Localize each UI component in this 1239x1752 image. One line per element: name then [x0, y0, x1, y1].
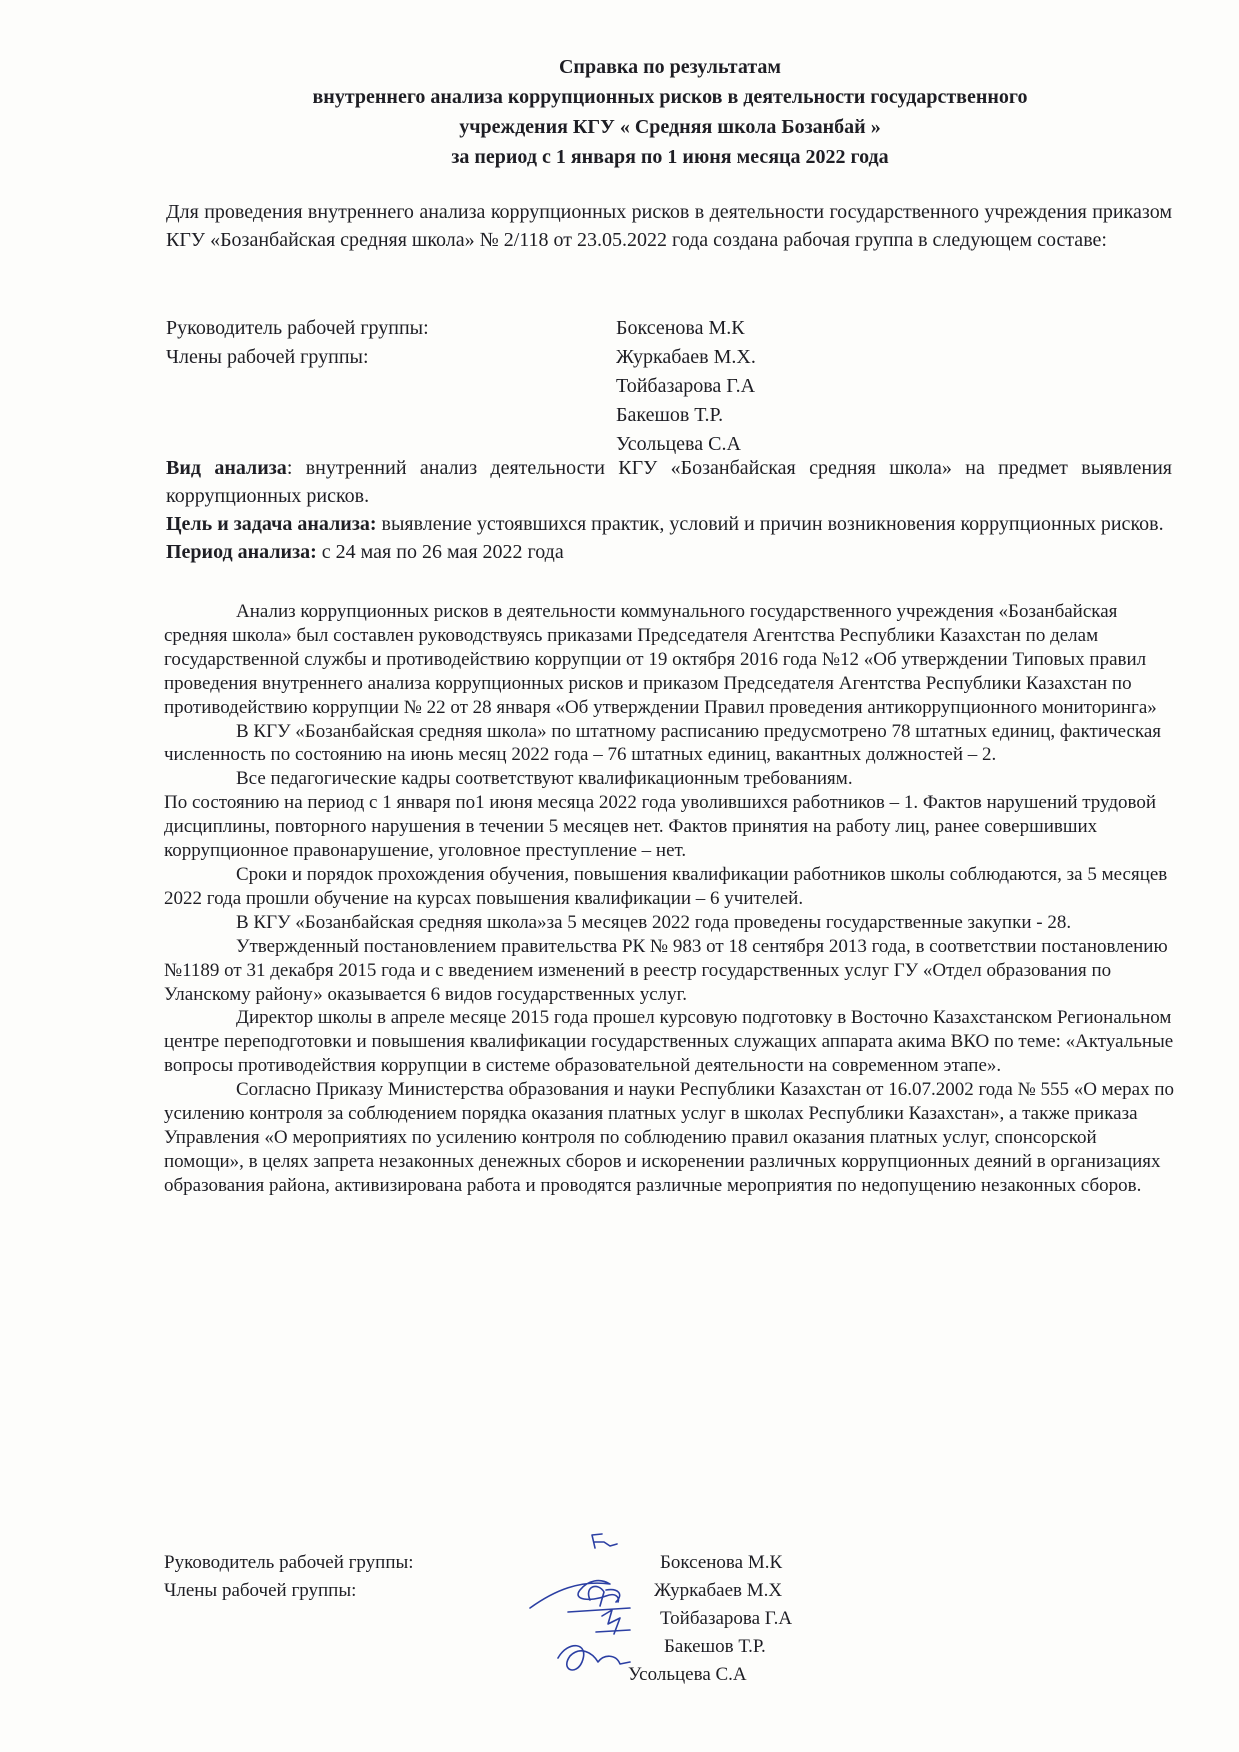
- analysis-period: [166, 538, 1172, 566]
- body-paragraph: Согласно Приказу Министерства образования и науки Республики Казахстан от 16.07.2002 года № 555 «О мерах по усилению контроля за соблюдением порядка оказания платных услуг в школах Республики Казахстан», а также приказа Управления «О мероприятиях по усилению контроля по соблюдению правил оказания платных услуг, спонсорской помощи», в целях запрета незаконных денежных сборов и искоренении различных коррупционных деяний в организациях образования района, активизирована работа и проводятся различные мероприятия по недопущению незаконных сборов.: [164, 1079, 1174, 1196]
- signature-scribble: [596, 1610, 630, 1634]
- title-line-1: Справка по результатам: [558, 56, 782, 78]
- handwritten-signatures: [520, 1530, 670, 1690]
- group-member-name: Бакешов Т.Р.: [616, 404, 724, 426]
- group-leader-label: Руководитель рабочей группы:: [166, 317, 429, 339]
- signature-name: Тойбазарова Г.А: [660, 1608, 793, 1629]
- signature-name: Усольцева С.А: [628, 1664, 747, 1685]
- analysis-type-text: : внутренний анализ деятельности КГУ «Бозанбайская средняя школа» на предмет выявления коррупционных рисков.: [166, 457, 1172, 507]
- body-paragraph: По состоянию на период с 1 января по1 июня месяца 2022 года уволившихся работников – 1. Фактов нарушений трудовой дисциплины, повторного нарушения в течении 5 месяцев нет. Фактов принятия на работу лиц, ранее совершивших коррупционное правонарушение, уголовное преступление – нет.: [164, 792, 1156, 862]
- body-paragraph: Сроки и порядок прохождения обучения, повышения квалификации работников школы соблюдаются, за 5 месяцев 2022 года прошли обучение на курсах повышения квалификации – 6 учителей.: [164, 863, 1168, 909]
- signature-scribble: [530, 1581, 630, 1612]
- group-member-name: Тойбазарова Г.А: [616, 375, 756, 397]
- document-title: [150, 52, 1190, 172]
- body-paragraph: В КГУ «Бозанбайская средняя школа»за 5 месяцев 2022 года проведены государственные закупки - 28.: [236, 911, 1072, 933]
- signature-name: Боксенова М.К: [660, 1552, 783, 1573]
- signature-members-label: Члены рабочей группы:: [164, 1580, 357, 1601]
- body-paragraph: Утвержденный постановлением правительства РК № 983 от 18 сентября 2013 года, в соответствии постановлению №1189 от 31 декабря 2015 года и с введением изменений в реестр государственных услуг ГУ «Отдел образования по Уланскому району» оказывается 6 видов государственных услуг.: [164, 935, 1168, 1005]
- analysis-type-label: Вид анализа: [166, 457, 287, 479]
- signature-leader-label: Руководитель рабочей группы:: [164, 1552, 414, 1573]
- body-paragraph: Директор школы в апреле месяце 2015 года прошел курсовую подготовку в Восточно Казахстанском Региональном центре переподготовки и повышения квалификации государственных служащих аппарата акима ВКО по теме: «Актуальные вопросы противодействия коррупции в системе образовательной деятельности на современном этапе».: [164, 1007, 1174, 1077]
- analysis-goal: [166, 510, 1172, 538]
- title-line-2: внутреннего анализа коррупционных рисков в деятельности государственного: [312, 86, 1028, 108]
- group-member-name: Журкабаев М.Х.: [616, 346, 756, 368]
- signature-scribble: [592, 1534, 617, 1548]
- signature-name: Журкабаев М.Х: [654, 1580, 783, 1601]
- analysis-goal-text: выявление устоявшихся практик, условий и причин возникновения коррупционных рисков.: [376, 513, 1164, 535]
- analysis-type: [166, 454, 1172, 510]
- intro-paragraph: Для проведения внутреннего анализа коррупционных рисков в деятельности государственного учреждения приказом КГУ «Бозанбайская средняя школа» № 2/118 от 23.05.2022 года создана рабочая группа в следующем составе:: [166, 201, 1172, 251]
- document-body: [164, 600, 1176, 1198]
- group-member-name: Усольцева С.А: [616, 433, 741, 455]
- analysis-details: [166, 454, 1172, 566]
- signature-scribble: [558, 1646, 630, 1670]
- body-paragraph: В КГУ «Бозанбайская средняя школа» по штатному расписанию предусмотрено 78 штатных единиц, фактическая численность по состоянию на июнь месяц 2022 года – 76 штатных единиц, вакантных должностей – 2.: [164, 720, 1162, 766]
- signature-name: Бакешов Т.Р.: [664, 1636, 766, 1657]
- group-leader-name: Боксенова М.К: [616, 317, 745, 339]
- body-paragraph: Все педагогические кадры соответствуют квалификационным требованиям.: [236, 768, 853, 790]
- analysis-period-text: с 24 мая по 26 мая 2022 года: [316, 541, 564, 563]
- analysis-period-label: Период анализа:: [166, 541, 317, 563]
- analysis-goal-label: Цель и задача анализа:: [166, 513, 377, 535]
- title-line-4: за период с 1 января по 1 июня месяца 2022 года: [451, 146, 889, 168]
- group-members-label: Члены рабочей группы:: [166, 346, 369, 368]
- title-line-3: учреждения КГУ « Средняя школа Бозанбай »: [459, 116, 881, 138]
- body-paragraph: Анализ коррупционных рисков в деятельности коммунального государственного учреждения «Бозанбайская средняя школа» был составлен руководствуясь приказами Председателя Агентства Республики Казахстан по делам государственной службы и противодействию коррупции от 19 октября 2016 года №12 «Об утверждении Типовых правил проведения внутреннего анализа коррупционных рисков и приказом Председателя Агентства Республики Казахстан по противодействию коррупции № 22 от 28 января «Об утверждении Правил проведения антикоррупционного мониторинга»: [164, 601, 1157, 718]
